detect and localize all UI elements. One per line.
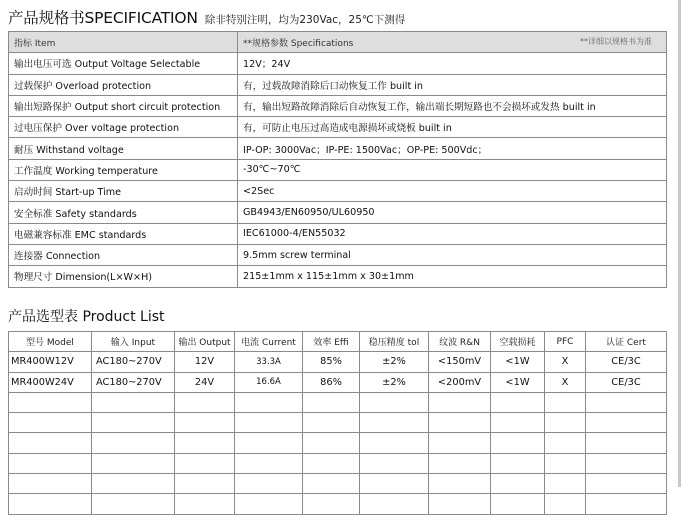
- cell-efficiency: 86%: [303, 372, 360, 392]
- cell-ripple: <200mV: [429, 372, 491, 392]
- header-no-load-loss: 空载损耗: [491, 332, 545, 352]
- spec-item: 连接器 Connection: [9, 244, 238, 265]
- empty-cell: [545, 433, 586, 453]
- empty-cell: [175, 453, 235, 473]
- empty-cell: [429, 433, 491, 453]
- spec-row: [9, 181, 667, 202]
- empty-cell: [9, 413, 92, 433]
- empty-cell: [491, 453, 545, 473]
- cell-pfc: X: [545, 372, 586, 392]
- empty-cell: [92, 392, 175, 412]
- header-pfc: PFC: [545, 332, 586, 352]
- spec-title-note: 除非特别注明，均为230Vac，25℃下测得: [204, 14, 406, 26]
- empty-cell: [545, 392, 586, 412]
- cell-tolerance: ±2%: [360, 372, 429, 392]
- empty-cell: [545, 453, 586, 473]
- spec-item: 输出短路保护 Output short circuit protection: [9, 95, 238, 116]
- spec-item: 工作温度 Working temperature: [9, 159, 238, 180]
- empty-cell: [360, 494, 429, 514]
- empty-row: [9, 392, 667, 412]
- spec-title: [8, 6, 405, 28]
- spec-header-note: **详细以规格书为准: [580, 36, 652, 46]
- cell-current: 16.6A: [235, 372, 303, 392]
- spec-value: IP-OP: 3000Vac；IP-PE: 1500Vac；OP-PE: 500Vdc；: [238, 138, 667, 159]
- empty-cell: [303, 494, 360, 514]
- empty-cell: [235, 392, 303, 412]
- spec-value: 有，过载故障消除后口动恢复工作 built in: [238, 74, 667, 95]
- empty-cell: [491, 474, 545, 494]
- empty-cell: [586, 413, 667, 433]
- empty-cell: [92, 433, 175, 453]
- spec-item: 过电压保护 Over voltage protection: [9, 117, 238, 138]
- cell-current: 33.3A: [235, 352, 303, 372]
- empty-cell: [429, 413, 491, 433]
- product-list-title: [8, 306, 165, 326]
- spec-row: [9, 138, 667, 159]
- spec-value: <2Sec: [238, 181, 667, 202]
- empty-cell: [586, 433, 667, 453]
- spec-item: 过载保护 Overload protection: [9, 74, 238, 95]
- empty-cell: [429, 392, 491, 412]
- empty-cell: [175, 392, 235, 412]
- header-efficiency: 效率 Effi: [303, 332, 360, 352]
- empty-row: [9, 474, 667, 494]
- spec-value: GB4943/EN60950/UL60950: [238, 202, 667, 223]
- empty-row: [9, 494, 667, 514]
- empty-cell: [586, 494, 667, 514]
- product-row: [9, 372, 667, 392]
- spec-row: [9, 244, 667, 265]
- header-ripple: 纹波 R&N: [429, 332, 491, 352]
- empty-cell: [303, 413, 360, 433]
- spec-row: [9, 74, 667, 95]
- specification-table: [8, 31, 667, 288]
- spec-item: 输出电压可选 Output Voltage Selectable: [9, 53, 238, 74]
- empty-cell: [92, 413, 175, 433]
- empty-cell: [235, 494, 303, 514]
- spec-item: 启动时间 Start-up Time: [9, 181, 238, 202]
- header-model: 型号 Model: [9, 332, 92, 352]
- empty-cell: [235, 453, 303, 473]
- cell-no-load-loss: <1W: [491, 352, 545, 372]
- empty-cell: [360, 453, 429, 473]
- spec-header-row: [9, 32, 667, 53]
- header-current: 电流 Current: [235, 332, 303, 352]
- cell-tolerance: ±2%: [360, 352, 429, 372]
- spec-value: 9.5mm screw terminal: [238, 244, 667, 265]
- empty-cell: [175, 474, 235, 494]
- product-header-row: [9, 332, 667, 352]
- cell-ripple: <150mV: [429, 352, 491, 372]
- spec-value: -30℃~70℃: [238, 159, 667, 180]
- cell-output: 12V: [175, 352, 235, 372]
- empty-row: [9, 433, 667, 453]
- empty-cell: [235, 433, 303, 453]
- empty-cell: [360, 474, 429, 494]
- spec-row: [9, 223, 667, 244]
- header-tolerance: 稳压精度 tol: [360, 332, 429, 352]
- cell-output: 24V: [175, 372, 235, 392]
- product-row: [9, 352, 667, 372]
- empty-cell: [235, 413, 303, 433]
- spec-item: 安全标准 Safety standards: [9, 202, 238, 223]
- spec-row: [9, 202, 667, 223]
- cell-model: MR400W12V: [9, 352, 92, 372]
- spec-value: 12V；24V: [238, 53, 667, 74]
- header-cert: 认证 Cert: [586, 332, 667, 352]
- spec-row: [9, 53, 667, 74]
- spec-header-params: [238, 32, 667, 53]
- empty-cell: [360, 413, 429, 433]
- empty-cell: [429, 474, 491, 494]
- cell-input: AC180~270V: [92, 352, 175, 372]
- empty-cell: [175, 494, 235, 514]
- empty-cell: [586, 474, 667, 494]
- spec-value: 215±1mm x 115±1mm x 30±1mm: [238, 266, 667, 287]
- product-list-title-text: 产品选型表 Product List: [8, 309, 165, 325]
- empty-cell: [491, 413, 545, 433]
- spec-row: [9, 266, 667, 287]
- spec-row: [9, 95, 667, 116]
- spec-header-params-label: **规格参数 Specifications: [243, 38, 354, 49]
- empty-cell: [303, 474, 360, 494]
- empty-cell: [175, 433, 235, 453]
- empty-cell: [303, 453, 360, 473]
- empty-cell: [545, 494, 586, 514]
- spec-value: IEC61000-4/EN55032: [238, 223, 667, 244]
- header-output: 输出 Output: [175, 332, 235, 352]
- empty-cell: [545, 413, 586, 433]
- empty-cell: [9, 392, 92, 412]
- cell-model: MR400W24V: [9, 372, 92, 392]
- empty-cell: [92, 474, 175, 494]
- spec-item: 物理尺寸 Dimension(L×W×H): [9, 266, 238, 287]
- empty-cell: [586, 392, 667, 412]
- cell-no-load-loss: <1W: [491, 372, 545, 392]
- spec-item: 电磁兼容标准 EMC standards: [9, 223, 238, 244]
- empty-cell: [360, 433, 429, 453]
- empty-cell: [491, 433, 545, 453]
- empty-cell: [303, 433, 360, 453]
- empty-cell: [545, 474, 586, 494]
- empty-row: [9, 413, 667, 433]
- cell-cert: CE/3C: [586, 352, 667, 372]
- cell-cert: CE/3C: [586, 372, 667, 392]
- cell-efficiency: 85%: [303, 352, 360, 372]
- empty-cell: [92, 494, 175, 514]
- spec-row: [9, 117, 667, 138]
- empty-cell: [175, 413, 235, 433]
- empty-cell: [360, 392, 429, 412]
- empty-cell: [429, 453, 491, 473]
- empty-cell: [303, 392, 360, 412]
- empty-cell: [586, 453, 667, 473]
- empty-cell: [429, 494, 491, 514]
- empty-row: [9, 453, 667, 473]
- empty-cell: [235, 474, 303, 494]
- empty-cell: [491, 494, 545, 514]
- empty-cell: [9, 433, 92, 453]
- spec-title-main: 产品规格书SPECIFICATION: [8, 9, 198, 27]
- empty-cell: [9, 474, 92, 494]
- spec-value: 有，输出短路故障消除后自动恢复工作，输出端长期短路也不会损坏或发热 built in: [238, 95, 667, 116]
- spec-value: 有，可防止电压过高造成电源损坏或烧板 built in: [238, 117, 667, 138]
- cell-input: AC180~270V: [92, 372, 175, 392]
- product-list-table: [8, 331, 667, 515]
- empty-cell: [92, 453, 175, 473]
- header-input: 输入 Input: [92, 332, 175, 352]
- spec-header-item: 指标 Item: [9, 32, 238, 53]
- cell-pfc: X: [545, 352, 586, 372]
- empty-cell: [9, 453, 92, 473]
- spec-item: 耐压 Withstand voltage: [9, 138, 238, 159]
- spec-row: [9, 159, 667, 180]
- empty-cell: [9, 494, 92, 514]
- empty-cell: [491, 392, 545, 412]
